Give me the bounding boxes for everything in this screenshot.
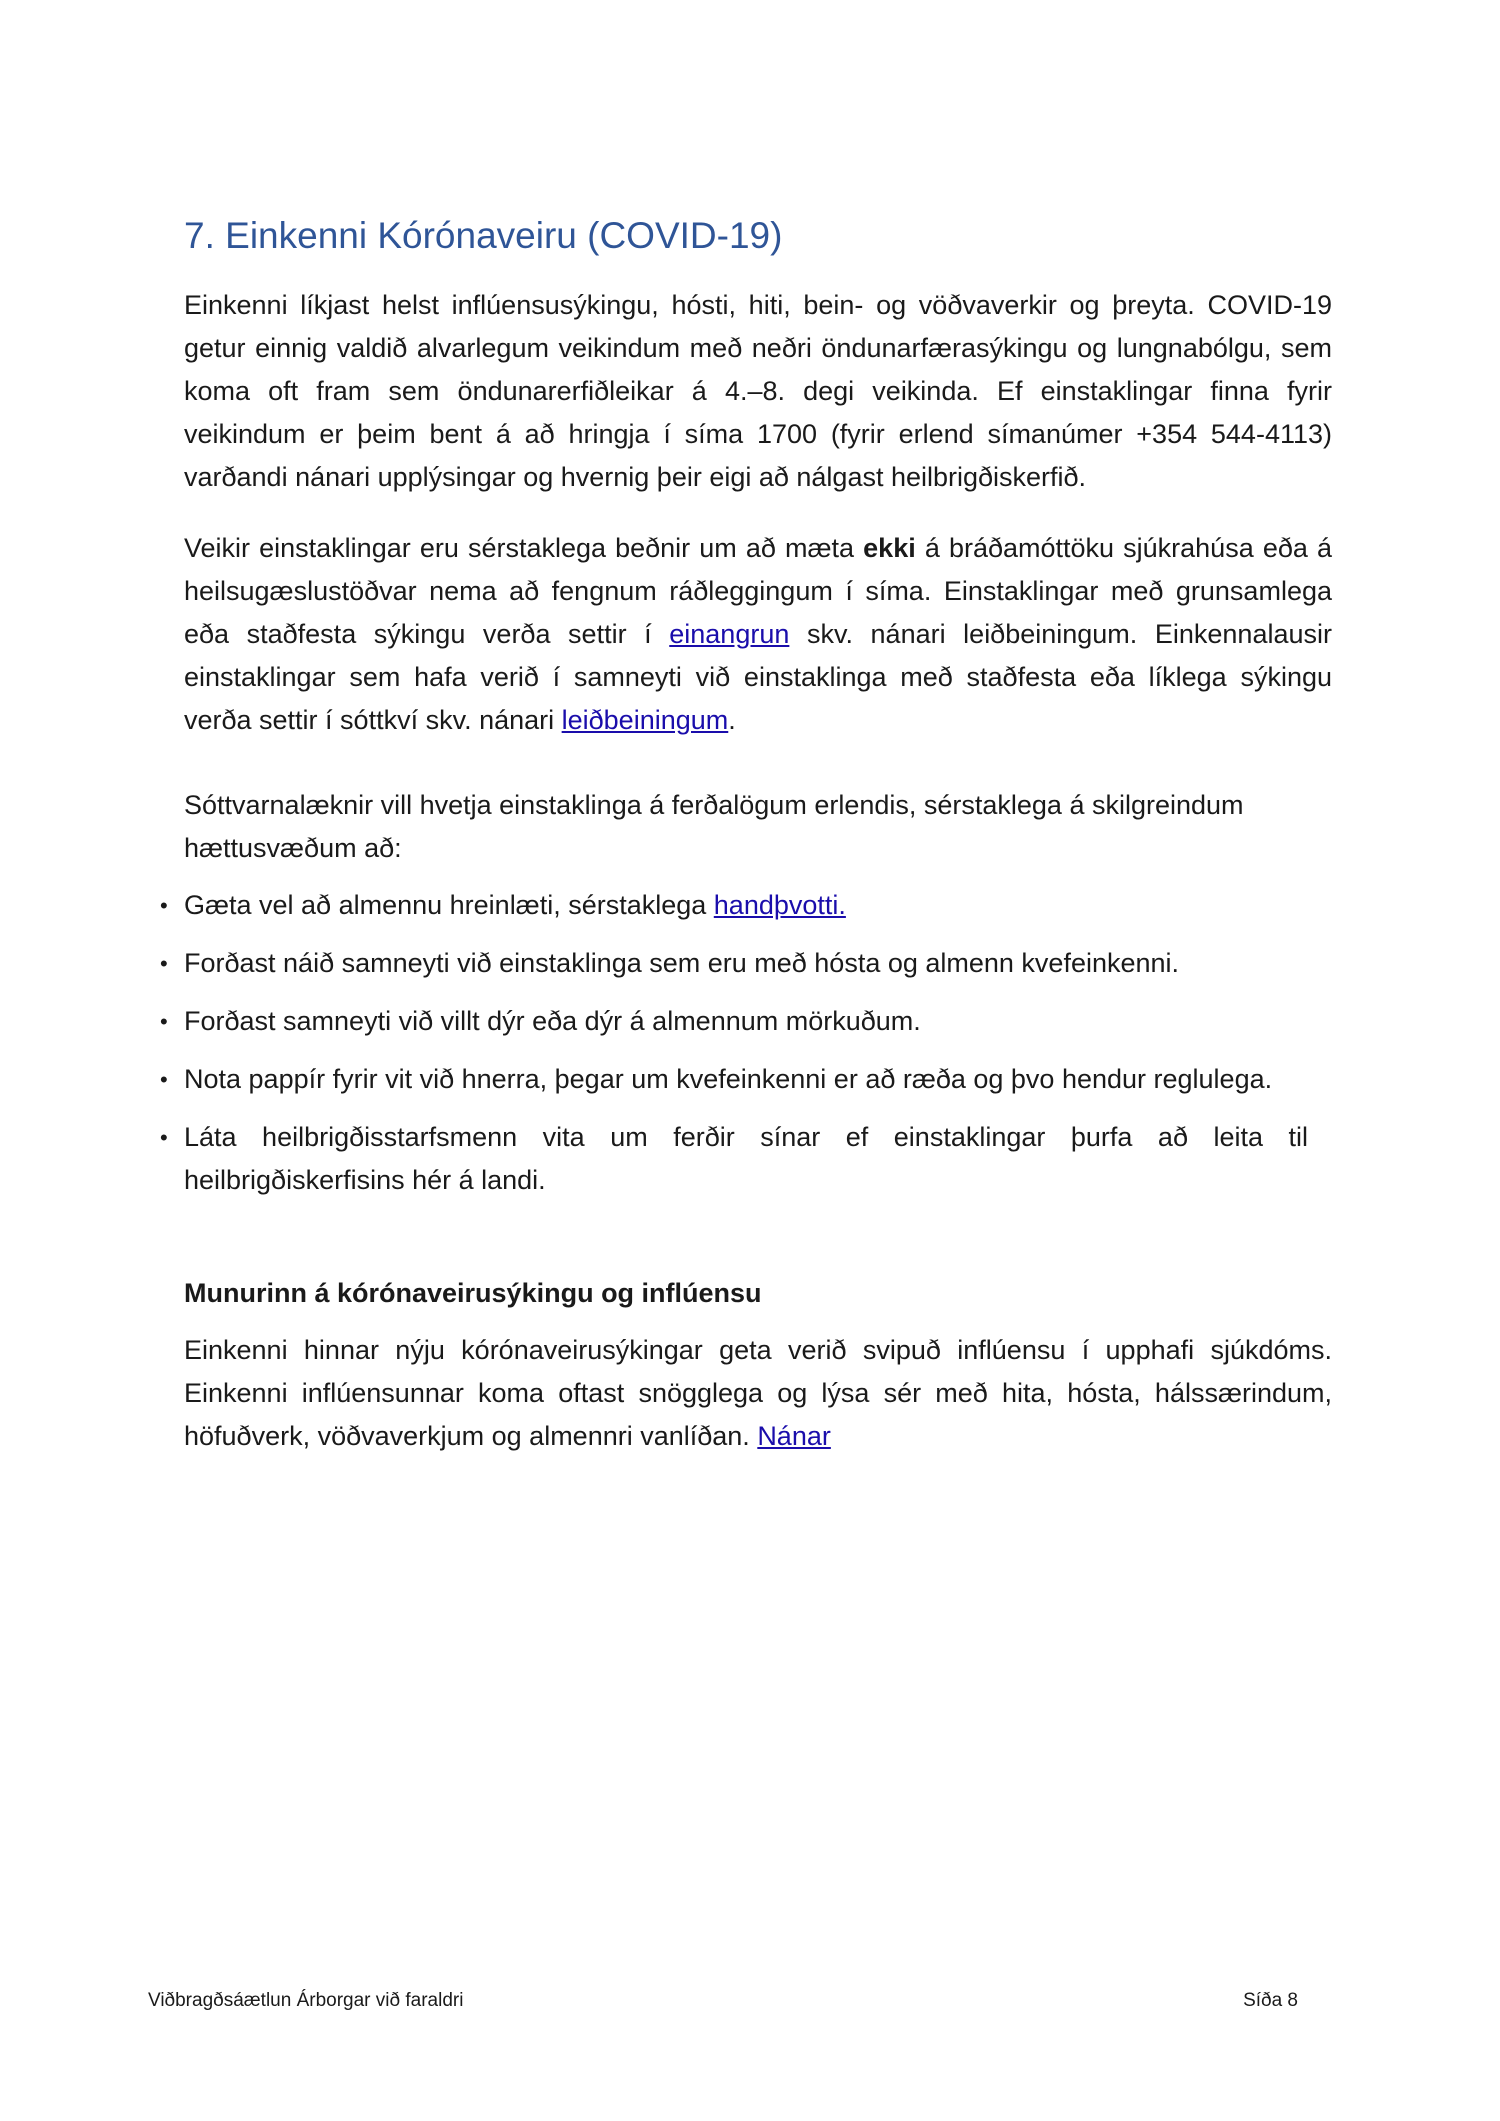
bullet-icon: •	[160, 1067, 168, 1093]
bullet-icon: •	[160, 893, 168, 919]
comparison-text: Einkenni hinnar nýju kórónaveirusýkingar geta verið svipuð inflúensu í upphafi sjúkdóms. Einkenni inflúensunnar koma oftast snögglega og lýsa sér með hita, hósta, hálssærindum, höfuðverk, vöðvaverkjum og almennri vanlíðan.	[184, 1335, 1332, 1452]
travel-advice-intro: Sóttvarnalæknir vill hvetja einstaklinga á ferðalögum erlendis, sérstaklega á skilgreindum hættusvæðum að:	[184, 790, 1244, 864]
handwashing-link[interactable]: handþvotti.	[713, 890, 846, 921]
symptoms-paragraph: Einkenni líkjast helst inflúensusýkingu, hósti, hiti, bein- og vöðvaverkir og þreyta. COVID-19 getur einnig valdið alvarlegum veikindum með neðri öndunarfærasýkingu og lungnabólgu, sem koma oft fram sem öndunarerfiðleikar á 4.–8. degi veikinda. Ef einstaklingar finna fyrir veikindum er þeim bent á að hringja í síma 1700 (fyrir erlend símanúmer +354 544-4113) varðandi nánari upplýsingar og hvernig þeir eigi að nálgast heilbrigðiskerfið.	[184, 290, 1332, 493]
emphasis-not: ekki	[863, 533, 916, 564]
list-item-text: Láta heilbrigðisstarfsmenn vita um ferðir sínar ef einstaklingar þurfa að leita til heilbrigðiskerfisins hér á landi.	[184, 1122, 1308, 1196]
bullet-icon: •	[160, 1125, 168, 1151]
instructions-text-3: skv. nánari leiðbeiningum. Einkennalausir einstaklingar sem hafa verið í samneyti við einstaklinga með staðfesta eða líklega sýkingu verða settir í sóttkví skv. nánari	[184, 619, 1332, 736]
list-item-text: Nota pappír fyrir vit við hnerra, þegar um kvefeinkenni er að ræða og þvo hendur reglulega.	[184, 1064, 1273, 1095]
list-item	[160, 1058, 1308, 1101]
travel-advice-list	[160, 884, 1308, 1202]
list-item	[160, 1000, 1308, 1043]
isolation-link[interactable]: einangrun	[669, 619, 790, 650]
list-item-text: Forðast samneyti við villt dýr eða dýr á almennum mörkuðum.	[184, 1006, 921, 1037]
bullet-icon: •	[160, 951, 168, 977]
instructions-text-1: Veikir einstaklingar eru sérstaklega beðnir um að mæta	[184, 533, 864, 564]
page-content	[160, 214, 1332, 1458]
comparison-paragraph	[184, 1329, 1332, 1458]
list-item-text: Gæta vel að almennu hreinlæti, sérstaklega	[184, 890, 714, 921]
list-item-text: Forðast náið samneyti við einstaklinga sem eru með hósta og almenn kvefeinkenni.	[184, 948, 1180, 979]
footer-page-number: Síða 8	[1243, 1990, 1298, 2011]
section-title: 7. Einkenni Kórónaveiru (COVID-19)	[184, 215, 783, 256]
instructions-text-end: .	[728, 705, 736, 736]
list-item	[160, 942, 1308, 985]
bullet-icon: •	[160, 1009, 168, 1035]
comparison-heading: Munurinn á kórónaveirusýkingu og inflúensu	[184, 1278, 762, 1309]
guidelines-link[interactable]: leiðbeiningum	[561, 705, 729, 736]
instructions-text-2: á bráðamóttöku sjúkrahúsa eða á heilsugæslustöðvar nema að fengnum ráðleggingum í síma. Einstaklingar með grunsamlega eða staðfesta sýkingu verða settir í	[184, 533, 1332, 650]
more-info-link[interactable]: Nánar	[757, 1421, 831, 1452]
instructions-paragraph	[184, 527, 1332, 742]
list-item	[160, 1116, 1308, 1202]
footer-document-title: Viðbragðsáætlun Árborgar við faraldri	[148, 1990, 464, 2011]
list-item	[160, 884, 1308, 927]
